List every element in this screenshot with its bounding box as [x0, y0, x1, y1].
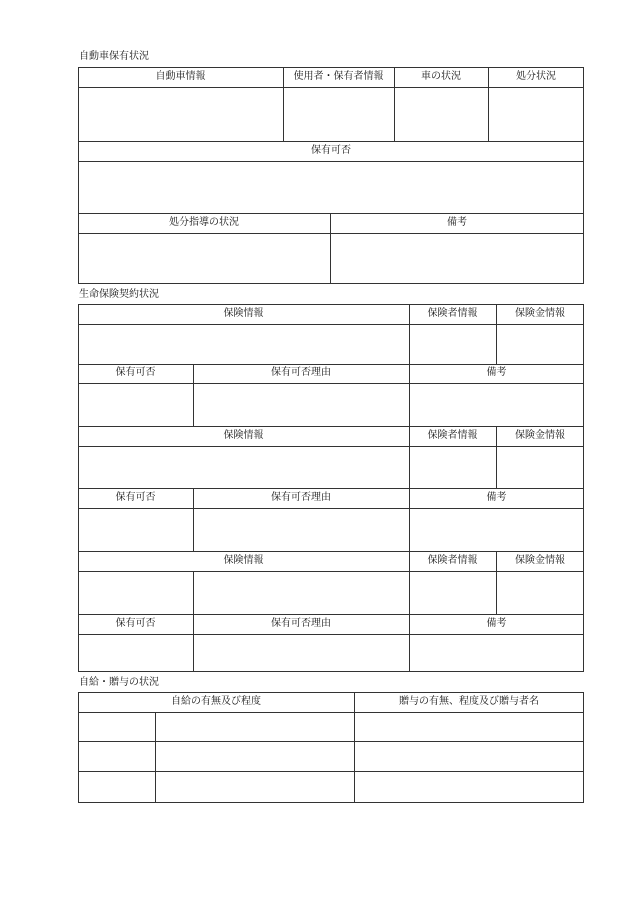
allow-reason-field[interactable] [194, 509, 409, 551]
ownership-allowed-field[interactable] [79, 162, 583, 213]
allow-header: 保有可否 [115, 492, 156, 503]
self-support-field[interactable] [79, 772, 155, 802]
allow-reason-header: 保有可否理由 [271, 618, 331, 629]
gift-field[interactable] [355, 772, 583, 802]
vehicle-row-divider [78, 213, 584, 214]
insurance-remarks-header: 備考 [486, 618, 507, 629]
insurance-row-divider [78, 614, 584, 615]
allow-field[interactable] [79, 509, 193, 551]
insurance-amount-field[interactable] [497, 447, 583, 488]
insured-person-header: 保険者情報 [427, 430, 478, 441]
insurance-info-header: 保険情報 [223, 555, 264, 566]
insurance-row-divider [78, 364, 584, 365]
allow-reason-field[interactable] [194, 635, 409, 671]
insurance-row-divider [78, 551, 584, 552]
insurance-remarks-field[interactable] [410, 635, 583, 671]
vehicle-row-divider [78, 141, 584, 142]
self-support-header: 自給の有無及び程度 [171, 696, 261, 707]
insurance-amount-header: 保険金情報 [515, 308, 565, 319]
self-support-degree-field[interactable] [156, 742, 354, 771]
insured-person-header: 保険者情報 [427, 308, 478, 319]
car-condition-header: 車の状況 [421, 71, 461, 82]
insured-person-field[interactable] [410, 325, 496, 364]
self-support-field[interactable] [79, 713, 155, 741]
vehicle-remarks-label: 備考 [447, 217, 467, 228]
disposal-guidance-field[interactable] [79, 234, 330, 283]
vehicle-remarks-field[interactable] [331, 234, 583, 283]
allow-field[interactable] [79, 384, 193, 426]
vehicle-info-header: 自動車情報 [155, 71, 206, 82]
allow-field[interactable] [79, 635, 193, 671]
vehicle-section-title: 自動車保有状況 [79, 51, 149, 62]
disposal-guidance-label: 処分指導の状況 [169, 217, 239, 228]
insurance-amount-header: 保険金情報 [515, 555, 565, 566]
insurance-section-title: 生命保険契約状況 [79, 289, 159, 300]
car-condition-field[interactable] [395, 88, 488, 141]
insurance-info-field[interactable] [79, 325, 409, 364]
allow-header: 保有可否 [115, 618, 156, 629]
user-owner-info-field[interactable] [284, 88, 394, 141]
insurance-amount-header: 保険金情報 [515, 430, 565, 441]
user-owner-info-header: 使用者・保有者情報 [293, 71, 384, 82]
disposal-status-header: 処分状況 [516, 71, 556, 82]
self-support-degree-field[interactable] [156, 713, 354, 741]
insurance-row-divider [78, 488, 584, 489]
allow-reason-header: 保有可否理由 [271, 492, 331, 503]
insurance-amount-field[interactable] [497, 572, 583, 614]
insurance-remarks-field[interactable] [410, 384, 583, 426]
insurance-remarks-header: 備考 [486, 367, 507, 378]
gift-field[interactable] [355, 742, 583, 771]
allow-reason-header: 保有可否理由 [271, 367, 331, 378]
insurance-remarks-header: 備考 [486, 492, 507, 503]
vehicle-info-field[interactable] [79, 88, 283, 141]
insurance-row-divider [78, 426, 584, 427]
insured-person-field[interactable] [410, 572, 496, 614]
insured-person-header: 保険者情報 [427, 555, 478, 566]
ownership-allowed-label: 保有可否 [311, 145, 351, 156]
gift-header: 贈与の有無、程度及び贈与者名 [399, 696, 539, 707]
insurance-remarks-field[interactable] [410, 509, 583, 551]
insurance-info-header: 保険情報 [223, 430, 264, 441]
allow-reason-field[interactable] [194, 384, 409, 426]
allow-header: 保有可否 [115, 367, 156, 378]
support-section-title: 自給・贈与の状況 [79, 677, 159, 688]
insurance-info-field[interactable] [79, 572, 193, 614]
insured-person-field[interactable] [410, 447, 496, 488]
insurance-info-header: 保険情報 [223, 308, 264, 319]
insurance-amount-field[interactable] [497, 325, 583, 364]
insurance-info-field[interactable] [79, 447, 409, 488]
self-support-degree-field[interactable] [156, 772, 354, 802]
disposal-status-field[interactable] [489, 88, 583, 141]
self-support-field[interactable] [79, 742, 155, 771]
insurance-info-field[interactable] [194, 572, 409, 614]
gift-field[interactable] [355, 713, 583, 741]
